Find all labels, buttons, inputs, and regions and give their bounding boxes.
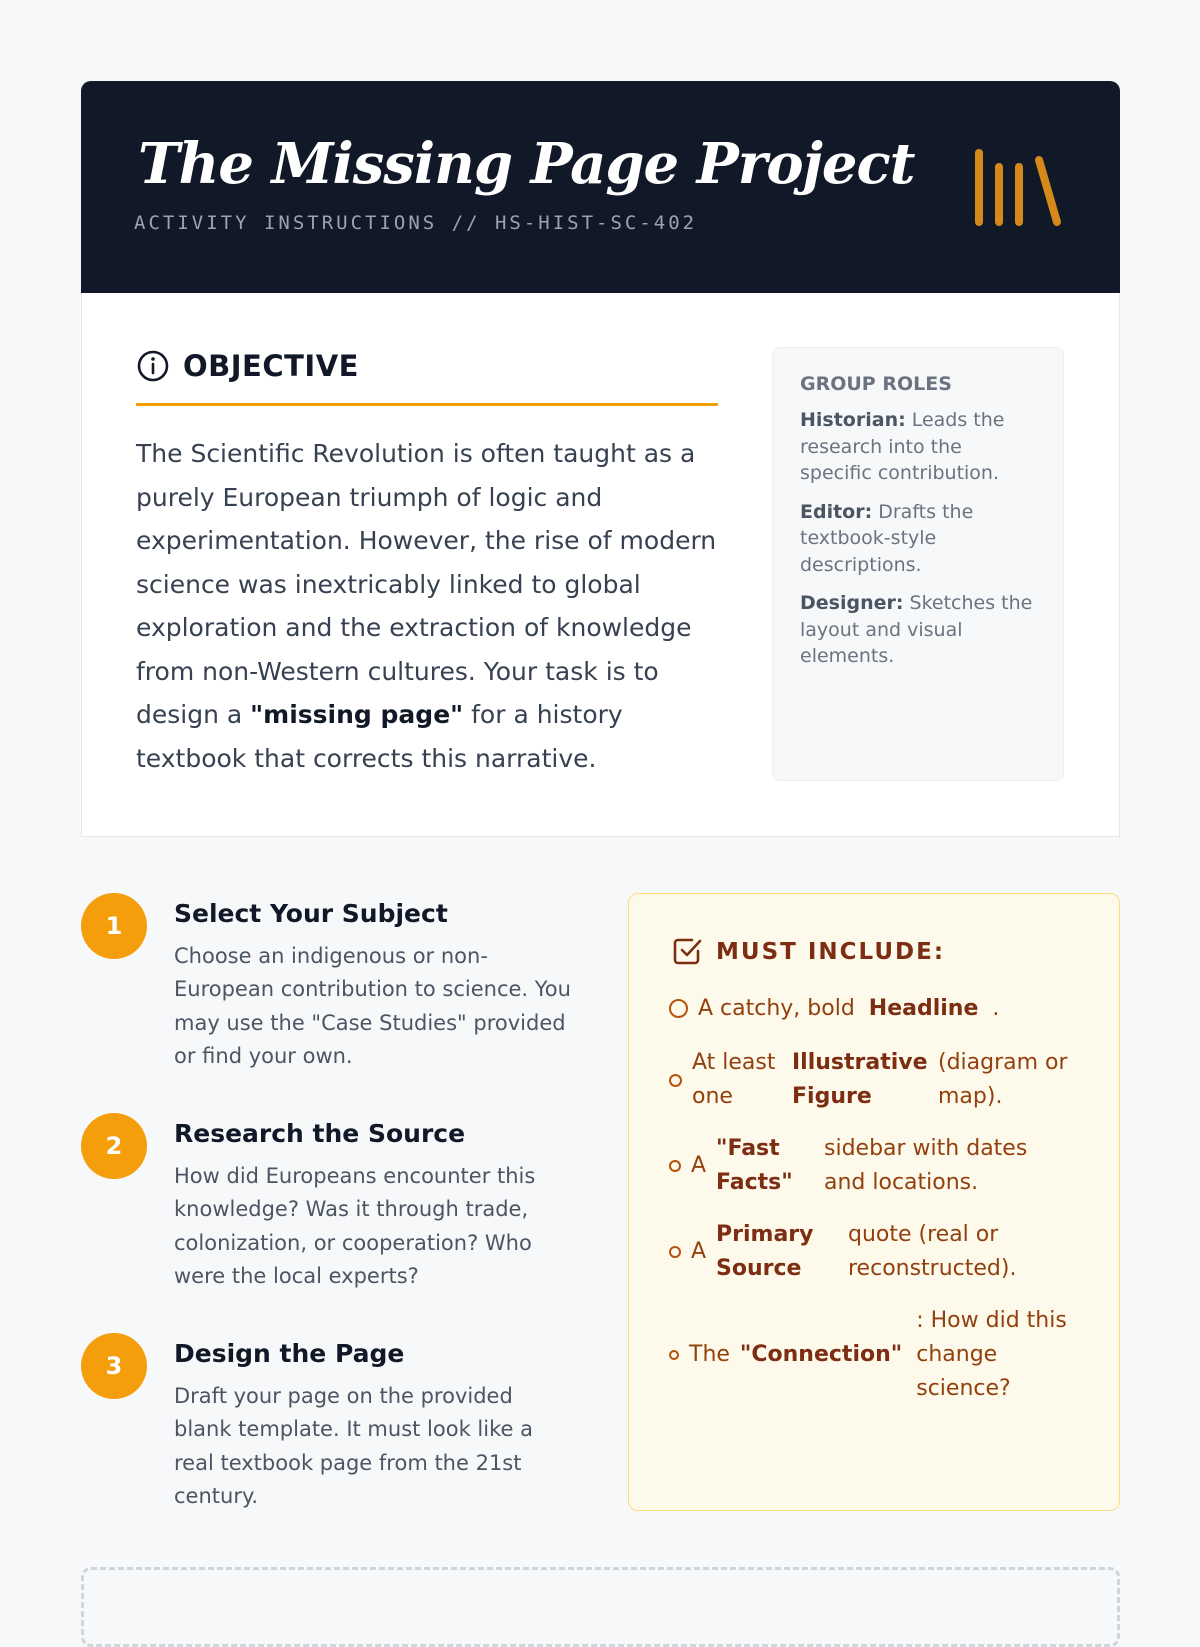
header-banner bbox=[81, 81, 1120, 293]
checklist-item: A Primary Source quote (real or reconstructed). bbox=[669, 1218, 1033, 1286]
checklist-item: A "Fast Facts" sidebar with dates and locations. bbox=[669, 1132, 1039, 1200]
objective-title: OBJECTIVE bbox=[183, 349, 359, 383]
step-description: Choose an indigenous or non-European contribution to science. You may use the "Case Studies" provided or find your own. bbox=[174, 944, 571, 1068]
step-number-badge: 1 bbox=[81, 893, 147, 959]
step-description: Draft your page on the provided blank template. It must look like a real textbook page from the 21st century. bbox=[174, 1384, 533, 1508]
page-title: The Missing Page Project bbox=[138, 131, 915, 197]
step-number-badge: 2 bbox=[81, 1113, 147, 1179]
role-editor: Editor: Drafts the textbook-style descriptions. bbox=[800, 500, 974, 576]
step-title: Design the Page bbox=[174, 1339, 405, 1368]
step-title: Research the Source bbox=[174, 1119, 466, 1148]
info-icon bbox=[136, 349, 170, 383]
role-designer: Designer: Sketches the layout and visual elements. bbox=[800, 592, 1033, 667]
objective-emphasis: "missing page" bbox=[250, 700, 464, 729]
circle-bullet-icon bbox=[669, 1074, 682, 1087]
step-description: How did Europeans encounter this knowledge? Was it through trade, colonization, or cooperation? Who were the local experts? bbox=[174, 1164, 536, 1288]
checklist-item: A catchy, bold Headline . bbox=[669, 996, 999, 1021]
circle-bullet-icon bbox=[669, 999, 688, 1018]
circle-bullet-icon bbox=[669, 1160, 681, 1172]
checklist-item: The "Connection" : How did this change science? bbox=[669, 1304, 1076, 1406]
objective-text: The Scientific Revolution is often taught as a purely European triumph of logic and experimentation. However, the rise of modern science was inextricably linked to global exploration and the extraction of knowledge from non-Western cultures. Your task is to design a "missing page" for a history textbook that corrects this narrative. bbox=[136, 439, 717, 773]
circle-bullet-icon bbox=[669, 1246, 681, 1258]
group-roles-title: GROUP ROLES bbox=[800, 373, 952, 395]
objective-heading bbox=[136, 349, 718, 406]
checklist-item: At least one Illustrative Figure (diagram or map). bbox=[669, 1046, 1078, 1114]
must-include-card bbox=[628, 893, 1120, 1511]
must-include-title: MUST INCLUDE: bbox=[716, 939, 946, 965]
books-icon bbox=[969, 141, 1069, 241]
blank-template-area bbox=[81, 1567, 1120, 1647]
checkbox-icon bbox=[671, 935, 703, 967]
step-number-badge: 3 bbox=[81, 1333, 147, 1399]
role-historian: Historian: Leads the research into the specific contribution. bbox=[800, 409, 1005, 484]
page-subtitle: ACTIVITY INSTRUCTIONS // HS-HIST-SC-402 bbox=[134, 212, 698, 234]
objective-card bbox=[81, 293, 1120, 837]
group-roles-box bbox=[772, 347, 1064, 781]
step-title: Select Your Subject bbox=[174, 899, 448, 928]
circle-bullet-icon bbox=[669, 1350, 679, 1360]
